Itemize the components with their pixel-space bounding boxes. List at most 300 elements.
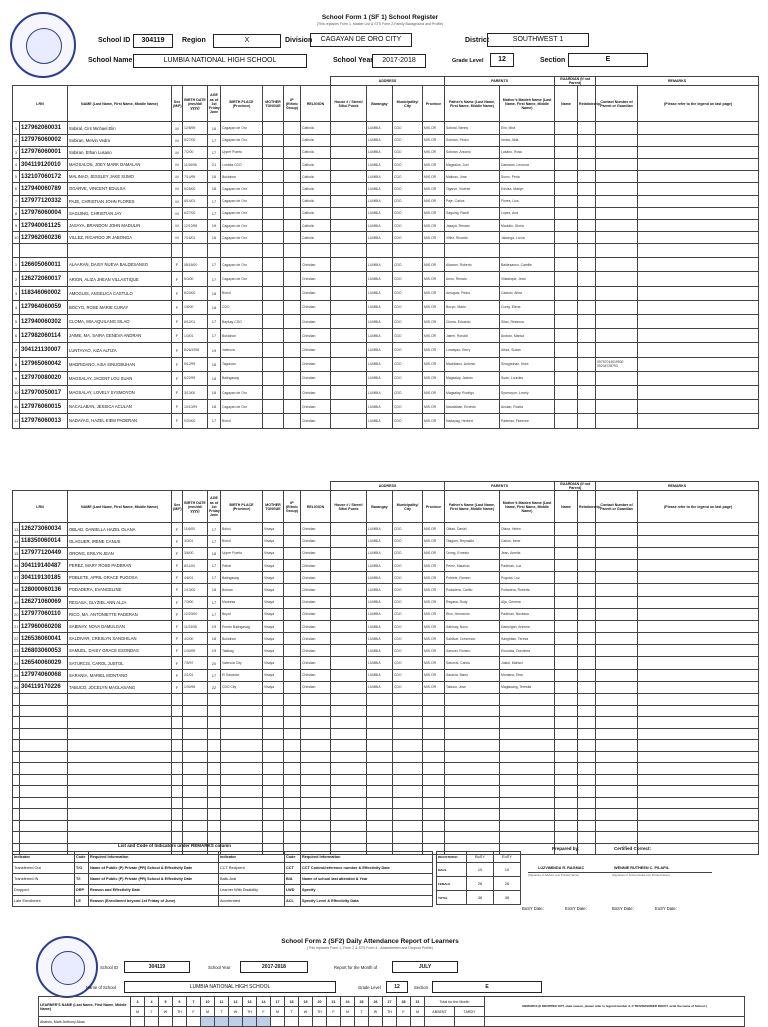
cell-empty [596, 620, 638, 632]
cell-sex: M [172, 171, 183, 183]
attendance-cell[interactable] [145, 1017, 159, 1027]
day-cell: M [131, 1007, 145, 1017]
legend-req2: Name of school last attended & Year [301, 874, 433, 885]
municipality-header: Municipality/ City [393, 86, 423, 122]
cell-empty [638, 286, 759, 300]
cell-empty [596, 669, 638, 681]
cell-mother: Podadera, Roberta [500, 584, 555, 596]
day-cell: M [201, 1007, 215, 1017]
cell-empty [221, 705, 263, 717]
attendance-cell[interactable] [327, 1017, 341, 1027]
cell-empty [263, 258, 284, 272]
cell-no: 24 [13, 657, 20, 669]
cell-empty [208, 751, 221, 763]
attendance-cell[interactable] [425, 1017, 455, 1027]
cell-lrn: 132107060172 [20, 171, 68, 183]
cell-empty [331, 608, 367, 620]
date-cell: 13 [243, 997, 257, 1007]
attendance-cell[interactable] [411, 1017, 425, 1027]
day-cell: W [159, 1007, 173, 1017]
attendance-cell[interactable] [355, 1017, 369, 1027]
cell-empty [555, 751, 578, 763]
cell-brgy: LUMBIA [367, 171, 393, 183]
cell-mother: Damalan, Leonora [500, 158, 555, 170]
summary-male-bosy: 10 [467, 863, 494, 877]
cell-sex: M [172, 146, 183, 158]
cell-bdate: 5/25/00 [183, 183, 208, 195]
cell-empty [208, 809, 221, 821]
legend-ind: Transferred Out [13, 863, 75, 874]
cell-empty [578, 694, 596, 706]
sex-header: Sex (M/F) [172, 86, 183, 122]
learner-row [13, 645, 759, 657]
cell-empty [284, 400, 301, 414]
cell-name: JASAYA, BRANDON JOHN MADULIN [68, 219, 172, 231]
attendance-cell[interactable] [257, 1017, 271, 1027]
cell-rel: Christian [301, 596, 331, 608]
attendance-cell[interactable] [229, 1017, 243, 1027]
cell-empty [555, 219, 578, 231]
cell-empty [20, 786, 68, 798]
cell-empty [555, 134, 578, 146]
cell-empty [500, 244, 555, 258]
cell-place: Cagayan de Oro [221, 219, 263, 231]
cell-empty [221, 751, 263, 763]
cell-empty [423, 809, 445, 821]
cell-rel: Christian [301, 258, 331, 272]
cell-empty [596, 400, 638, 414]
municipality-header-p2: Municipality/ City [393, 491, 423, 523]
empty-row [13, 820, 759, 832]
cell-empty [596, 535, 638, 547]
cell-empty [596, 523, 638, 535]
date-cell: 31 [411, 997, 425, 1007]
house-header: House # / Street/ Sitio/ Purok [331, 86, 367, 122]
cell-empty [423, 740, 445, 752]
cell-name: ORONG, ERILYN JEAN [68, 547, 172, 559]
eosy-date-2: EoSY Date: [655, 906, 677, 911]
cell-place: Balingasag [221, 371, 263, 385]
learner-row [13, 329, 759, 343]
cell-place: CDO City [221, 681, 263, 693]
cell-brgy: LUMBIA [367, 547, 393, 559]
cell-bdate: 1/10/00 [183, 584, 208, 596]
cell-rel: Catholic [301, 183, 331, 195]
cell-empty [172, 717, 183, 729]
cell-father: Poblete, Ramon [445, 572, 500, 584]
cell-empty [555, 596, 578, 608]
cell-brgy: LUMBIA [367, 633, 393, 645]
legend-row [13, 874, 433, 885]
cell-empty [13, 717, 20, 729]
cell-empty [555, 244, 578, 258]
attendance-cell[interactable] [243, 1017, 257, 1027]
cell-prov: MIS.OR [423, 596, 445, 608]
cell-empty [578, 146, 596, 158]
cell-rel: Christian [301, 572, 331, 584]
cell-rel: Christian [301, 633, 331, 645]
cell-rel: Christian [301, 523, 331, 535]
attendance-cell[interactable] [455, 1017, 485, 1027]
cell-empty [555, 608, 578, 620]
cell-city: CDO [393, 171, 423, 183]
cell-no: 10 [13, 385, 20, 399]
cell-no: 1 [13, 122, 20, 134]
cell-empty [331, 820, 367, 832]
legend-table [12, 851, 433, 907]
cell-mother: Vedra, Aida [500, 134, 555, 146]
cell-mt: Visaya [263, 596, 284, 608]
cell-empty [578, 681, 596, 693]
cell-lrn: 126273060034 [20, 523, 68, 535]
attendance-cell[interactable] [369, 1017, 383, 1027]
cell-empty [301, 705, 331, 717]
contact-header: Contact Number of Parent or Guardian [596, 86, 638, 122]
cell-empty [596, 763, 638, 775]
learner-row [13, 272, 759, 286]
cell-empty [221, 244, 263, 258]
empty-row [13, 728, 759, 740]
cell-empty [596, 797, 638, 809]
empty-row [13, 717, 759, 729]
cell-sex: F [172, 620, 183, 632]
sf1-title: School Form 1 (SF 1) School Register [321, 14, 439, 21]
cell-empty [596, 657, 638, 669]
cell-name: RICO, MA. ANTONIETTE PADERAN [68, 608, 172, 620]
deped-seal [10, 12, 76, 78]
cell-empty [367, 751, 393, 763]
cell-empty [13, 694, 20, 706]
cell-sex: F [172, 559, 183, 571]
attendance-cell[interactable] [215, 1017, 229, 1027]
cell-empty [555, 559, 578, 571]
cell-empty [638, 633, 759, 645]
cell-empty [578, 809, 596, 821]
cell-city: CDO [393, 232, 423, 244]
cell-bdate: 6/14/01 [183, 195, 208, 207]
cell-sex: F [172, 523, 183, 535]
cell-bdate: 11/24/98 [183, 620, 208, 632]
cell-empty [331, 728, 367, 740]
summary-registered-label: REGISTERED [437, 852, 467, 863]
cell-empty [578, 232, 596, 244]
cell-mt: Visaya [263, 547, 284, 559]
cell-empty [596, 584, 638, 596]
cell-prov: MIS.OR [423, 572, 445, 584]
cell-brgy: LUMBIA [367, 608, 393, 620]
cell-age: 17 [208, 195, 221, 207]
cell-lrn: 127974060068 [20, 669, 68, 681]
cell-empty [578, 584, 596, 596]
cell-lrn: 304119140487 [20, 559, 68, 571]
cell-empty [638, 272, 759, 286]
learner-row [13, 414, 759, 428]
cell-sex: F [172, 657, 183, 669]
cell-empty [596, 219, 638, 231]
date-cell: 25 [355, 997, 369, 1007]
cell-empty [331, 329, 367, 343]
cell-name: NACALABAN, JESSICA ACULAN [68, 400, 172, 414]
cell-empty [183, 820, 208, 832]
bosy-date-2: BoSY Date: [612, 906, 634, 911]
cell-lrn: 127977120449 [20, 547, 68, 559]
cell-bdate: 4/8/01 [183, 572, 208, 584]
father-header: Father's Name (Last Name, First Name, Middle Name) [445, 86, 500, 122]
cell-empty [638, 244, 759, 258]
remarks-note-header: (Please refer to the legend on last page) [638, 86, 759, 122]
cell-rel: Christian [301, 286, 331, 300]
cell-empty [331, 681, 367, 693]
date-cell: 19 [299, 997, 313, 1007]
cell-rel: Christian [301, 645, 331, 657]
cell-empty [263, 219, 284, 231]
attendance-cell[interactable] [131, 1017, 145, 1027]
cell-empty [555, 158, 578, 170]
cell-bdate: 8/26/1998 [183, 343, 208, 357]
cell-name: REGASA, GLYZIEL ANN ALJA [68, 596, 172, 608]
date-cell: 11 [215, 997, 229, 1007]
cell-rel: Christian [301, 535, 331, 547]
legend-code-header: Code [75, 852, 89, 863]
legend-code2: CCT [285, 863, 301, 874]
cell-city: CDO [393, 343, 423, 357]
cell-empty [284, 171, 301, 183]
cell-empty [555, 300, 578, 314]
cell-empty [208, 244, 221, 258]
learner-row [13, 219, 759, 231]
cell-empty [263, 183, 284, 195]
remarks-header-p2: REMARKS [596, 482, 759, 491]
cell-sex: F [172, 535, 183, 547]
cell-name: Sobiran, Ethan Lusano [68, 146, 172, 158]
cell-empty [331, 633, 367, 645]
cell-empty [578, 272, 596, 286]
cell-empty [500, 786, 555, 798]
cell-brgy: LUMBIA [367, 315, 393, 329]
cell-empty [367, 740, 393, 752]
cell-age: 17 [208, 572, 221, 584]
cell-empty [20, 832, 68, 844]
cell-prov: MIS.OR [423, 315, 445, 329]
cell-empty [638, 740, 759, 752]
attendance-cell[interactable] [187, 1017, 201, 1027]
mother-header: Mother's Maiden Name (Last Name, First Name, Middle Name) [500, 86, 555, 122]
cell-name: MAGSALAY, JACENT LOU SUAN [68, 371, 172, 385]
cell-name: MALINAO, JESSLEY JAKE SUMO [68, 171, 172, 183]
cell-empty [331, 171, 367, 183]
cell-place: Cagayan de Oro [221, 385, 263, 399]
cell-prov: MIS.OR [423, 357, 445, 371]
cell-name: JAIME, MA. SAIRA GENEVA ANDRAN [68, 329, 172, 343]
cell-empty [172, 728, 183, 740]
cell-empty [284, 669, 301, 681]
sf2-school-id-value: 304119 [124, 961, 190, 973]
cell-name: MAGSALAY, LOVELY SYSMOYON [68, 385, 172, 399]
cell-empty [263, 414, 284, 428]
legend-ind: Late Enrollment [13, 896, 75, 907]
cell-empty [638, 797, 759, 809]
cell-city: CDO [393, 669, 423, 681]
cell-empty [263, 385, 284, 399]
cell-age: 17 [208, 146, 221, 158]
attendance-cell[interactable] [285, 1017, 299, 1027]
male-total-row [13, 244, 759, 258]
cell-empty [500, 763, 555, 775]
cell-empty [500, 797, 555, 809]
cell-city: CDO [393, 272, 423, 286]
cell-bdate: 8/20/00 [183, 286, 208, 300]
empty-row [13, 740, 759, 752]
cell-empty [393, 797, 423, 809]
cell-empty [301, 717, 331, 729]
cell-empty [578, 559, 596, 571]
cell-lrn: 127977120332 [20, 195, 68, 207]
cell-lrn: 127940060789 [20, 183, 68, 195]
attendance-cell[interactable] [173, 1017, 187, 1027]
cell-empty [284, 763, 301, 775]
cell-mother: Sysmoyon, Lovely [500, 385, 555, 399]
cell-mother: Andran, Marisa [500, 329, 555, 343]
cell-no: 14 [13, 535, 20, 547]
cell-no: 16 [13, 559, 20, 571]
attendance-cell[interactable] [397, 1017, 411, 1027]
cell-empty [638, 774, 759, 786]
cell-place: Cagayan de Oro [221, 195, 263, 207]
cell-empty [423, 705, 445, 717]
learner-row [13, 158, 759, 170]
cell-city: CDO [393, 385, 423, 399]
cell-mother: Sinugbuhan, Nora [500, 357, 555, 371]
attendance-cell[interactable] [159, 1017, 173, 1027]
cell-father: Amoguis, Pedro [445, 286, 500, 300]
cell-empty [367, 705, 393, 717]
cell-empty [284, 523, 301, 535]
cell-lrn: 127976060015 [20, 400, 68, 414]
ip-header: IP (Ethnic Group) [284, 86, 301, 122]
cell-empty [20, 728, 68, 740]
cell-empty [596, 146, 638, 158]
cell-empty [263, 329, 284, 343]
legend-code: DRP [75, 885, 89, 896]
attendance-cell[interactable] [485, 1017, 745, 1027]
cell-rel: Christian [301, 357, 331, 371]
cell-sex: F [172, 414, 183, 428]
cell-father: Orong, Ernesto [445, 547, 500, 559]
cell-father: Samuel, Romeo [445, 645, 500, 657]
cell-empty [578, 315, 596, 329]
cell-empty [68, 797, 172, 809]
cell-father: Rico, Hernando [445, 608, 500, 620]
cell-empty [555, 357, 578, 371]
cell-age: 18 [208, 122, 221, 134]
date-cell: 18 [285, 997, 299, 1007]
cell-mt: Visaya [263, 669, 284, 681]
cell-empty [596, 681, 638, 693]
cell-lrn: 128000060136 [20, 584, 68, 596]
cell-prov: MIS.OR [423, 122, 445, 134]
learners-name-header: LEARNER'S NAME (Last Name, First Name, Middle Name) [39, 997, 131, 1017]
school-id-label: School ID [98, 37, 131, 44]
cell-prov: MIS.OR [423, 171, 445, 183]
cell-bdate: 4/2/00 [183, 633, 208, 645]
cell-empty [331, 774, 367, 786]
cell-father: Saguing, Ramil [445, 207, 500, 219]
cell-empty [555, 232, 578, 244]
total-month-header: Total for the Month [425, 997, 485, 1007]
school-year-label: School Year [333, 57, 373, 64]
cell-mother: Canus, Irene [500, 535, 555, 547]
cell-city: CDO [393, 523, 423, 535]
cell-empty [183, 717, 208, 729]
cell-empty [596, 645, 638, 657]
sf1-subtitle: (This replaces Form 1, Master List & STS Form 2-Family Background and Profile) [316, 22, 444, 26]
cell-empty [284, 620, 301, 632]
cell-prov: MIS.OR [423, 608, 445, 620]
cell-prov: MIS.OR [423, 633, 445, 645]
attendance-cell[interactable] [201, 1017, 215, 1027]
legend-code: LE [75, 896, 89, 907]
cell-empty [183, 244, 208, 258]
cell-no: 8 [13, 207, 20, 219]
cell-age: 18 [208, 385, 221, 399]
cell-age: 17 [208, 414, 221, 428]
cell-empty [331, 572, 367, 584]
cell-empty [393, 786, 423, 798]
cell-father: Paje, Carlos [445, 195, 500, 207]
cell-name: SAMUEL, DAISY GRACE ESONDAS [68, 645, 172, 657]
attendance-cell[interactable] [299, 1017, 313, 1027]
day-cell: M [341, 1007, 355, 1017]
cell-empty [423, 751, 445, 763]
cell-city: CDO [393, 183, 423, 195]
cell-mt: Visaya [263, 559, 284, 571]
age-header: AGE as of 1st Friday June [208, 86, 221, 122]
cell-empty [68, 820, 172, 832]
cell-brgy: LUMBIA [367, 385, 393, 399]
cell-no: 17 [13, 572, 20, 584]
attendance-cell[interactable] [383, 1017, 397, 1027]
cell-empty [172, 751, 183, 763]
cell-no: 7 [13, 343, 20, 357]
cell-empty [578, 786, 596, 798]
cell-mother: Altiza, Susan [500, 343, 555, 357]
cell-sex: M [172, 219, 183, 231]
cell-father: Bocyo, Mario [445, 300, 500, 314]
cell-place: Bukidnon [221, 329, 263, 343]
cell-empty [331, 705, 367, 717]
cell-empty [555, 763, 578, 775]
attendance-cell[interactable] [313, 1017, 327, 1027]
cell-prov: MIS.OR [423, 657, 445, 669]
legend-required-header-2: Required Information [301, 852, 433, 863]
cell-empty [20, 717, 68, 729]
attendance-cell[interactable] [271, 1017, 285, 1027]
learner-row [13, 385, 759, 399]
cell-empty [393, 832, 423, 844]
cell-city: CDO [393, 633, 423, 645]
cell-empty [367, 809, 393, 821]
cell-name: SARANIA, MARIEL MONTANO [68, 669, 172, 681]
cell-prov: MIS.OR [423, 559, 445, 571]
cell-empty [555, 717, 578, 729]
school-name-value: LUMBIA NATIONAL HIGH SCHOOL [133, 54, 307, 68]
cell-empty [208, 705, 221, 717]
cell-name: SAGUING, CHRISTIAN JAY [68, 207, 172, 219]
cell-empty [393, 694, 423, 706]
learner-row [13, 286, 759, 300]
cell-age: 19 [208, 343, 221, 357]
attendance-cell[interactable] [341, 1017, 355, 1027]
